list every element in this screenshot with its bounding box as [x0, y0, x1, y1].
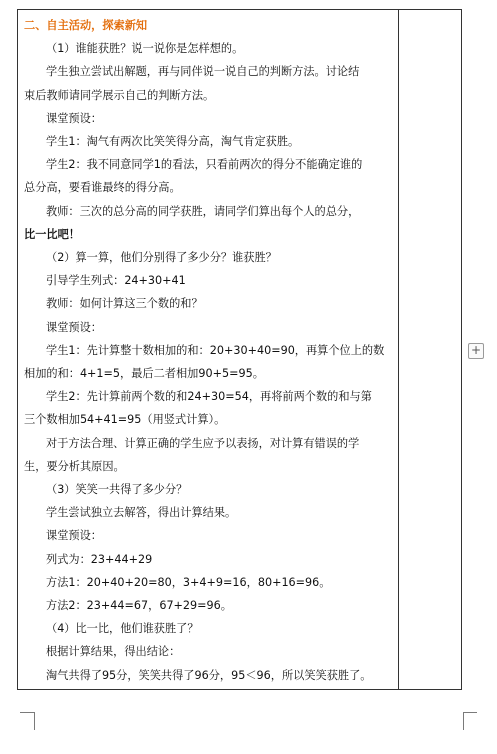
document-table: [17, 9, 462, 690]
text-line: 方法2：23+44=67，67+29=96。: [46, 599, 232, 613]
text-line: 生，要分析其原因。: [24, 459, 125, 473]
text-line: （1）谁能获胜？说一说你是怎样想的。: [46, 42, 244, 56]
text-line: 课堂预设：: [46, 111, 102, 125]
crop-mark-left-v: [34, 712, 35, 730]
text-line: 比一比吧！: [24, 227, 80, 241]
text-line: 学生2：我不同意同学1的看法，只看前两次的得分不能确定谁的: [46, 158, 363, 172]
crop-mark-left-h: [20, 712, 34, 713]
text-line: 课堂预设：: [46, 529, 102, 543]
add-row-button[interactable]: +: [468, 343, 484, 359]
crop-mark-right-v: [463, 712, 464, 730]
text-line: 方法1：20+40+20=80，3+4+9=16，80+16=96。: [46, 575, 331, 589]
text-line: （3）笑笑一共得了多少分？: [46, 483, 188, 497]
text-line: 教师：如何计算这三个数的和？: [46, 297, 203, 311]
text-line: 学生独立尝试出解题，再与同伴说一说自己的判断方法。讨论结: [46, 65, 360, 79]
text-line: 束后教师请同学展示自己的判断方法。: [24, 88, 215, 102]
text-line: 学生1：淘气有两次比笑笑得分高，淘气肯定获胜。: [46, 135, 300, 149]
text-line: 总分高，要看谁最终的得分高。: [24, 181, 181, 195]
text-line: （4）比一比，他们谁获胜了？: [46, 622, 199, 636]
text-line: 相加的和：4+1=5，最后二者相加90+5=95。: [24, 367, 264, 381]
text-line: 对于方法合理、计算正确的学生应予以表扬，对计算有错误的学: [46, 436, 360, 450]
text-line: 淘气共得了95分，笑笑共得了96分，95＜96，所以笑笑获胜了。: [46, 668, 372, 682]
section-heading: 二、自主活动，探索新知: [24, 19, 148, 32]
text-line: 课堂预设：: [46, 320, 102, 334]
text-line: 三个数相加54+41=95（用竖式计算）。: [24, 413, 226, 427]
text-line: 教师：三次的总分高的同学获胜，请同学们算出每个人的总分，: [46, 204, 360, 218]
text-line: 根据计算结果，得出结论：: [46, 645, 181, 659]
text-line: 列式为：23+44+29: [46, 552, 153, 566]
text-line: 学生2：先计算前两个数的和24+30=54，再将前两个数的和与第: [46, 390, 372, 404]
column-divider: [398, 10, 399, 689]
text-line: 引导学生列式：24+30+41: [46, 274, 186, 288]
text-line: （2）算一算，他们分别得了多少分？谁获胜？: [46, 251, 277, 265]
crop-mark-right-h: [463, 712, 477, 713]
text-line: 学生1：先计算整十数相加的和：20+30+40=90，再算个位上的数: [46, 343, 385, 357]
text-line: 学生尝试独立去解答，得出计算结果。: [46, 506, 237, 520]
table-cell-content: [24, 14, 396, 687]
